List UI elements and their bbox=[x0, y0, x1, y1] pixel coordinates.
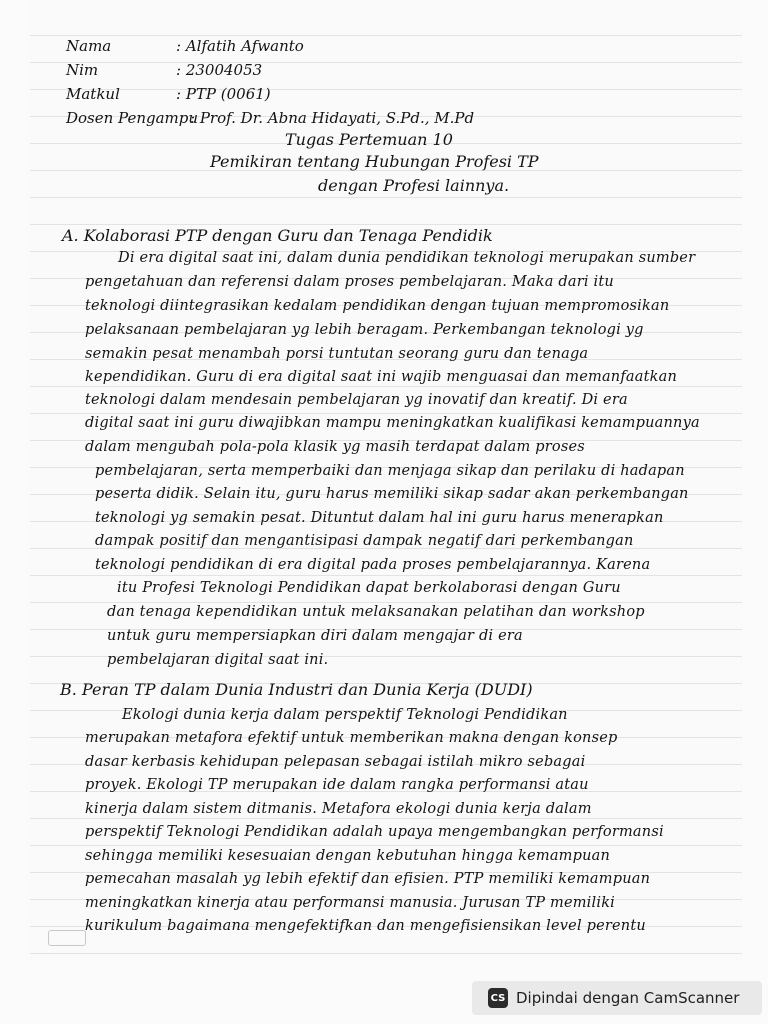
field-label-nama: Nama bbox=[66, 37, 112, 55]
section-a-line: pengetahuan dan referensi dalam proses pembelajaran. Maka dari itu bbox=[85, 274, 614, 290]
section-b-heading: B. Peran TP dalam Dunia Industri dan Dunia Kerja (DUDI) bbox=[60, 680, 533, 699]
camscanner-icon: CS bbox=[488, 988, 508, 1008]
section-a-line: digital saat ini guru diwajibkan mampu meningkatkan kualifikasi kemampuannya bbox=[85, 415, 700, 431]
camscanner-text: Dipindai dengan CamScanner bbox=[516, 989, 740, 1007]
section-a-line: peserta didik. Selain itu, guru harus memiliki sikap sadar akan perkembangan bbox=[95, 486, 689, 502]
section-b-line: proyek. Ekologi TP merupakan ide dalam rangka performansi atau bbox=[85, 777, 589, 793]
section-b-line: sehingga memiliki kesesuaian dengan kebutuhan hingga kemampuan bbox=[85, 848, 611, 864]
section-a-line: pembelajaran digital saat ini. bbox=[107, 652, 329, 668]
section-a-line: itu Profesi Teknologi Pendidikan dapat berkolaborasi dengan Guru bbox=[117, 580, 621, 596]
section-b-line: dasar kerbasis kehidupan pelepasan sebagai istilah mikro sebagai bbox=[85, 754, 586, 770]
section-a-line: teknologi diintegrasikan kedalam pendidikan dengan tujuan mempromosikan bbox=[85, 298, 670, 314]
field-value-matkul: : PTP (0061) bbox=[176, 85, 271, 103]
section-a-heading: A. Kolaborasi PTP dengan Guru dan Tenaga Pendidik bbox=[62, 226, 493, 245]
field-label-matkul: Matkul bbox=[66, 85, 120, 103]
section-a-line: semakin pesat menambah porsi tuntutan seorang guru dan tenaga bbox=[85, 346, 589, 362]
section-a-line: teknologi yg semakin pesat. Dituntut dalam hal ini guru harus menerapkan bbox=[95, 510, 664, 526]
section-b-line: merupakan metafora efektif untuk memberikan makna dengan konsep bbox=[85, 730, 618, 746]
section-b-line: pemecahan masalah yg lebih efektif dan efisien. PTP memiliki kemampuan bbox=[85, 871, 651, 887]
field-value-nim: : 23004053 bbox=[176, 61, 263, 79]
section-a-line: pembelajaran, serta memperbaiki dan menjaga sikap dan perilaku di hadapan bbox=[95, 463, 685, 479]
topic-title-line-2: dengan Profesi lainnya. bbox=[318, 176, 510, 195]
camscanner-badge bbox=[472, 981, 762, 1015]
section-a-line: dampak positif dan mengantisipasi dampak negatif dari perkembangan bbox=[95, 533, 634, 549]
section-a-line: dalam mengubah pola-pola klasik yg masih terdapat dalam proses bbox=[85, 439, 585, 455]
field-value-nama: : Alfatih Afwanto bbox=[176, 37, 304, 55]
page-number-marker bbox=[48, 930, 86, 946]
section-a-line: Di era digital saat ini, dalam dunia pendidikan teknologi merupakan sumber bbox=[118, 250, 696, 266]
field-label-dosen: Dosen Pengampu bbox=[66, 109, 199, 127]
section-a-line: teknologi dalam mendesain pembelajaran yg inovatif dan kreatif. Di era bbox=[85, 392, 628, 408]
section-b-line: perspektif Teknologi Pendidikan adalah upaya mengembangkan performansi bbox=[85, 824, 664, 840]
section-a-line: dan tenaga kependidikan untuk melaksanakan pelatihan dan workshop bbox=[107, 604, 645, 620]
field-label-nim: Nim bbox=[66, 61, 99, 79]
section-b-line: Ekologi dunia kerja dalam perspektif Teknologi Pendidikan bbox=[122, 707, 568, 723]
section-a-line: pelaksanaan pembelajaran yg lebih beragam. Perkembangan teknologi yg bbox=[85, 322, 644, 338]
section-b-line: meningkatkan kinerja atau performansi manusia. Jurusan TP memiliki bbox=[85, 895, 616, 911]
section-a-line: teknologi pendidikan di era digital pada proses pembelajarannya. Karena bbox=[95, 557, 651, 573]
field-value-dosen: : Prof. Dr. Abna Hidayati, S.Pd., M.Pd bbox=[190, 109, 475, 127]
section-b-line: kinerja dalam sistem ditmanis. Metafora ekologi dunia kerja dalam bbox=[85, 801, 592, 817]
section-a-line: untuk guru mempersiapkan diri dalam mengajar di era bbox=[107, 628, 523, 644]
topic-title-line-1: Pemikiran tentang Hubungan Profesi TP bbox=[210, 152, 539, 171]
section-a-line: kependidikan. Guru di era digital saat ini wajib menguasai dan memanfaatkan bbox=[85, 369, 677, 385]
section-b-line: kurikulum bagaimana mengefektifkan dan mengefisiensikan level perentu bbox=[85, 918, 646, 934]
assignment-title: Tugas Pertemuan 10 bbox=[285, 130, 453, 149]
